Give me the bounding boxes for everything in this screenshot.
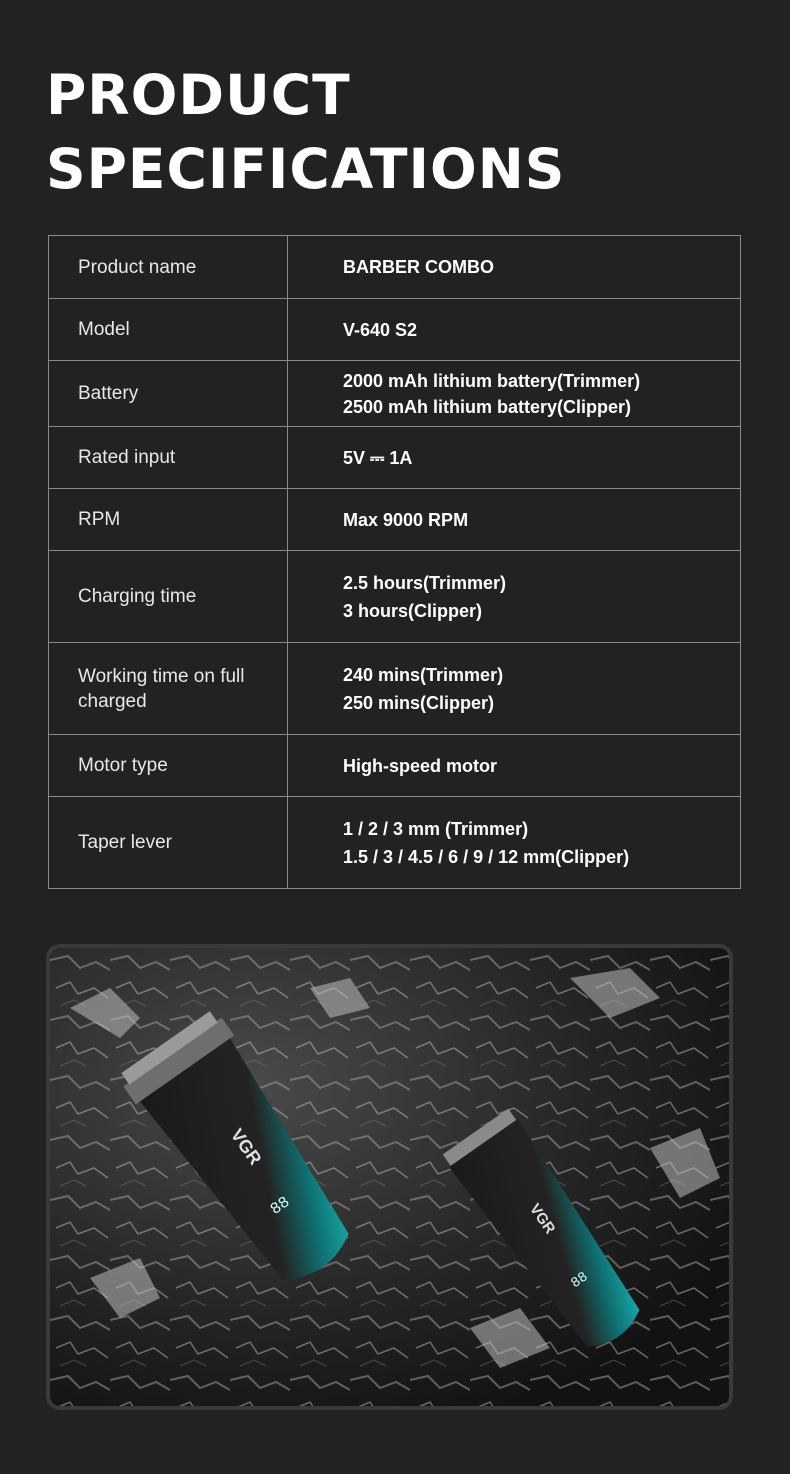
spec-value bbox=[288, 427, 741, 489]
spec-value-line: 2500 mAh lithium battery(Clipper) bbox=[343, 396, 632, 417]
spec-value-line: V-640 S2 bbox=[343, 319, 418, 340]
spec-label: Motor type bbox=[49, 735, 288, 797]
spec-row-charging-time bbox=[49, 551, 741, 643]
spec-row-product-name bbox=[49, 236, 741, 299]
spec-value bbox=[288, 236, 741, 299]
spec-value bbox=[288, 299, 741, 361]
spec-value-line: 1.5 / 3 / 4.5 / 6 / 9 / 12 mm(Clipper) bbox=[343, 846, 630, 867]
spec-label: Rated input bbox=[49, 427, 288, 489]
product-photo-illustration bbox=[50, 948, 729, 1406]
spec-value-line: High-speed motor bbox=[343, 755, 498, 776]
spec-row-battery bbox=[49, 361, 741, 427]
title-line-2: SPECIFICATIONS bbox=[46, 137, 566, 201]
spec-value-line: Max 9000 RPM bbox=[343, 509, 469, 530]
spec-row-motor-type bbox=[49, 735, 741, 797]
spec-row-taper-lever bbox=[49, 797, 741, 889]
spec-label: RPM bbox=[49, 489, 288, 551]
spec-value-line: 240 mins(Trimmer) bbox=[343, 664, 504, 685]
spec-row-model bbox=[49, 299, 741, 361]
spec-value-line: 1 / 2 / 3 mm (Trimmer) bbox=[343, 818, 529, 839]
spec-value-line: 250 mins(Clipper) bbox=[343, 692, 495, 713]
spec-value bbox=[288, 361, 741, 427]
spec-value bbox=[288, 643, 741, 735]
spec-label: Charging time bbox=[49, 551, 288, 643]
brand-logo: VGR bbox=[525, 1200, 559, 1238]
spec-value-line: BARBER COMBO bbox=[343, 257, 494, 277]
product-photo bbox=[46, 944, 733, 1410]
spec-table bbox=[48, 235, 741, 889]
spec-value bbox=[288, 489, 741, 551]
spec-row-rated-input bbox=[49, 427, 741, 489]
spec-label: Product name bbox=[49, 236, 288, 299]
page-title bbox=[46, 58, 565, 206]
spec-label: Model bbox=[49, 299, 288, 361]
led-display: 88 bbox=[568, 1269, 592, 1292]
title-line-1: PRODUCT bbox=[46, 63, 351, 127]
spec-value-line: 5V ⎓ 1A bbox=[343, 447, 413, 468]
spec-value bbox=[288, 551, 741, 643]
spec-row-working-time bbox=[49, 643, 741, 735]
spec-value-line: 2.5 hours(Trimmer) bbox=[343, 572, 507, 593]
spec-value-line: 3 hours(Clipper) bbox=[343, 600, 483, 621]
spec-label: Taper lever bbox=[49, 797, 288, 889]
brand-logo: VGR bbox=[226, 1125, 266, 1169]
spec-label: Working time on full charged bbox=[49, 643, 288, 735]
spec-value bbox=[288, 735, 741, 797]
spec-label: Battery bbox=[49, 361, 288, 427]
spec-value-line: 2000 mAh lithium battery(Trimmer) bbox=[343, 370, 641, 391]
spec-row-rpm bbox=[49, 489, 741, 551]
led-display: 88 bbox=[267, 1193, 294, 1219]
spec-value bbox=[288, 797, 741, 889]
